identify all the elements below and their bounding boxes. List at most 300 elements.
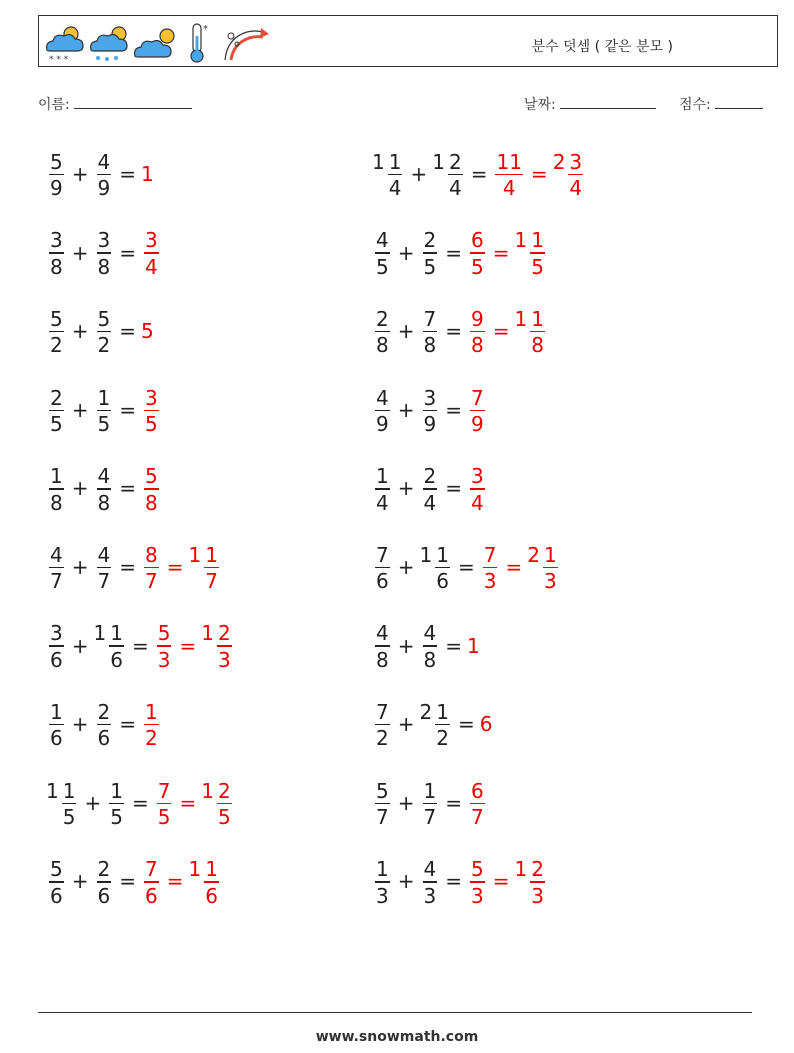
fraction	[49, 699, 64, 751]
number-term	[527, 543, 560, 592]
numerator: 4	[376, 621, 389, 646]
fraction	[483, 542, 498, 594]
number-term	[372, 857, 393, 906]
problem-item	[46, 458, 162, 518]
whole-number: 1	[372, 149, 385, 174]
number-term	[420, 386, 441, 435]
fraction	[204, 859, 219, 906]
fraction	[423, 778, 438, 830]
name-label: 이름:	[38, 97, 70, 113]
denominator: 9	[97, 176, 111, 201]
equals-sign: =	[530, 162, 548, 186]
denominator: 7	[471, 805, 484, 830]
equals-sign: =	[119, 240, 136, 265]
denominator: 7	[50, 569, 63, 594]
number-term	[46, 700, 67, 749]
numerator: 2	[376, 306, 389, 331]
numerator: 3	[97, 228, 111, 253]
denominator: 3	[543, 569, 557, 594]
denominator: 7	[205, 569, 218, 594]
denominator: 4	[376, 490, 389, 515]
number-term	[189, 543, 222, 592]
denominator: 5	[217, 805, 231, 830]
number-term	[420, 307, 441, 356]
score-label: 점수:	[679, 97, 711, 113]
number-term	[46, 228, 67, 277]
fraction	[144, 385, 159, 437]
equals-sign: =	[166, 869, 184, 894]
fraction	[97, 466, 112, 513]
number-term	[141, 464, 162, 513]
number-term	[46, 779, 79, 828]
numerator: 4	[97, 149, 111, 174]
numerator: 1	[110, 778, 123, 803]
plus-sign: +	[71, 555, 89, 579]
fraction	[49, 385, 64, 437]
numerator: 1	[543, 542, 557, 567]
fraction	[470, 385, 485, 437]
numerator: 1	[376, 857, 389, 882]
fraction	[568, 149, 583, 201]
number-term	[94, 700, 115, 749]
number-term	[372, 307, 393, 356]
problem-item	[46, 223, 162, 283]
problem-item	[46, 694, 162, 754]
fraction	[375, 466, 390, 513]
integer: 1	[141, 162, 154, 186]
denominator: 9	[376, 412, 389, 437]
denominator: 8	[423, 647, 437, 672]
numerator: 2	[217, 621, 231, 646]
denominator: 7	[145, 569, 158, 594]
number-term	[492, 150, 525, 199]
numerator: 5	[157, 621, 171, 646]
problem-item	[372, 773, 488, 833]
number-term	[46, 307, 67, 356]
equals-sign: =	[119, 397, 136, 422]
numerator: 3	[50, 228, 63, 253]
fraction	[470, 778, 485, 830]
fraction	[49, 306, 64, 358]
denominator: 8	[423, 333, 437, 358]
number-term	[141, 700, 162, 749]
denominator: 6	[205, 883, 218, 908]
numerator: 3	[471, 464, 484, 489]
answer	[467, 386, 488, 435]
fraction	[49, 466, 64, 513]
number-term	[201, 779, 234, 828]
fraction	[49, 542, 64, 594]
fraction	[423, 623, 438, 670]
fraction	[435, 542, 450, 594]
fraction	[109, 778, 124, 830]
numerator: 1	[376, 464, 389, 489]
number-term	[141, 319, 154, 343]
equals-sign: =	[179, 790, 197, 815]
numerator: 2	[423, 464, 437, 489]
number-term	[372, 621, 393, 670]
number-term	[553, 150, 586, 199]
whole-number: 1	[201, 778, 214, 803]
number-term	[94, 307, 115, 356]
fraction	[49, 859, 64, 906]
numerator: 3	[145, 228, 158, 253]
whole-number: 2	[552, 149, 566, 174]
denominator: 3	[157, 647, 171, 672]
plus-sign: +	[71, 319, 89, 344]
numerator: 7	[471, 385, 484, 410]
plus-sign: +	[410, 162, 428, 186]
number-term	[201, 621, 234, 670]
problem-item	[46, 144, 154, 204]
number-term	[141, 228, 162, 277]
numerator: 3	[145, 385, 158, 410]
denominator: 5	[145, 412, 158, 437]
equals-sign: =	[457, 555, 475, 579]
svg-text:* * *: * * *	[49, 55, 69, 64]
equals-sign: =	[119, 319, 136, 344]
fraction	[435, 699, 450, 751]
whole-number: 1	[93, 621, 107, 646]
equals-sign: =	[457, 712, 475, 737]
denominator: 5	[50, 412, 63, 437]
problem-item	[372, 458, 488, 518]
fraction	[375, 385, 390, 437]
plus-sign: +	[71, 712, 89, 737]
problem-item	[46, 851, 222, 911]
denominator: 3	[483, 569, 497, 594]
problem-item	[372, 537, 561, 597]
equals-sign: =	[445, 319, 462, 344]
numerator: 1	[388, 149, 402, 174]
number-term	[372, 464, 393, 513]
number-term	[46, 464, 67, 513]
problem-item	[372, 301, 548, 361]
problem-item	[372, 144, 586, 204]
denominator: 9	[50, 176, 63, 201]
answer	[141, 162, 154, 186]
numerator: 1	[50, 699, 63, 724]
fraction	[217, 778, 232, 830]
denominator: 6	[97, 883, 111, 908]
number-term	[372, 386, 393, 435]
plus-sign: +	[397, 633, 415, 658]
numerator: 2	[423, 228, 437, 253]
equals-sign: =	[445, 476, 462, 501]
fraction	[144, 542, 159, 594]
equals-sign: =	[119, 555, 136, 579]
numerator: 1	[110, 621, 123, 646]
numerator: 1	[436, 542, 449, 567]
answer	[141, 319, 154, 343]
equals-sign: =	[470, 162, 488, 186]
weather-icons	[41, 20, 271, 64]
number-term	[141, 857, 162, 906]
number-term	[420, 228, 441, 277]
number-term	[515, 307, 548, 356]
numerator: 7	[157, 778, 171, 803]
number-term	[467, 857, 488, 906]
plus-sign: +	[397, 397, 415, 422]
number-term	[141, 543, 162, 592]
fraction	[109, 623, 124, 670]
whole-number: 1	[46, 778, 59, 803]
equals-sign: =	[492, 869, 510, 894]
number-term	[46, 150, 67, 199]
denominator: 4	[471, 490, 484, 515]
fraction	[217, 623, 232, 670]
cloud-rain-icon	[91, 27, 127, 61]
problem-item	[46, 537, 222, 597]
number-term	[154, 779, 175, 828]
problem-item	[372, 851, 548, 911]
answer	[467, 228, 548, 277]
fraction	[97, 306, 112, 358]
number-term	[154, 621, 175, 670]
number-term	[420, 857, 441, 906]
number-term	[141, 162, 154, 186]
equals-sign: =	[445, 633, 462, 658]
denominator: 9	[423, 412, 437, 437]
denominator: 9	[471, 412, 484, 437]
plus-sign: +	[397, 319, 415, 344]
integer: 6	[479, 712, 493, 737]
equals-sign: =	[445, 397, 462, 422]
problem-item	[46, 380, 162, 440]
fraction	[375, 859, 390, 906]
number-term	[372, 228, 393, 277]
denominator: 7	[423, 805, 437, 830]
fraction	[448, 149, 463, 201]
numerator: 4	[97, 542, 111, 567]
numerator: 11	[496, 149, 522, 174]
fraction	[97, 385, 112, 437]
answer	[467, 634, 480, 658]
equals-sign: =	[492, 240, 510, 265]
numerator: 4	[376, 385, 389, 410]
answer	[480, 543, 561, 592]
number-term	[94, 621, 127, 670]
numerator: 1	[205, 542, 218, 567]
fraction	[423, 385, 438, 437]
denominator: 3	[423, 883, 437, 908]
name-field	[38, 94, 192, 114]
number-term	[480, 543, 501, 592]
plus-sign: +	[71, 397, 89, 422]
number-term	[94, 150, 115, 199]
whole-number: 1	[514, 228, 528, 253]
number-term	[372, 700, 393, 749]
whole-number: 2	[419, 699, 433, 724]
numerator: 1	[531, 306, 544, 331]
footer-url: www.snowmath.com	[315, 1029, 479, 1045]
numerator: 1	[423, 778, 437, 803]
fraction	[495, 149, 522, 201]
numerator: 1	[205, 857, 218, 882]
equals-sign: =	[166, 555, 184, 579]
number-term	[46, 621, 67, 670]
plus-sign: +	[71, 240, 89, 265]
plus-sign: +	[397, 712, 415, 737]
equals-sign: =	[131, 633, 149, 658]
answer	[154, 779, 235, 828]
score-field	[679, 94, 763, 114]
plus-sign: +	[71, 476, 89, 501]
fraction	[470, 306, 485, 358]
equals-sign: =	[179, 633, 197, 658]
numerator: 5	[376, 778, 389, 803]
denominator: 8	[145, 490, 158, 515]
number-term	[94, 386, 115, 435]
number-term	[467, 386, 488, 435]
whole-number: 1	[201, 621, 214, 646]
fraction	[423, 230, 438, 277]
answer	[154, 621, 235, 670]
numerator: 6	[471, 228, 484, 253]
numerator: 4	[50, 542, 63, 567]
whole-number: 1	[188, 542, 202, 567]
numerator: 3	[50, 621, 63, 646]
number-term	[420, 779, 441, 828]
numerator: 1	[50, 464, 63, 489]
equals-sign: =	[119, 712, 136, 737]
number-term	[106, 779, 127, 828]
whole-number: 1	[514, 857, 528, 882]
equals-sign: =	[119, 476, 136, 501]
answer	[141, 700, 162, 749]
denominator: 2	[436, 726, 449, 751]
number-term	[94, 857, 115, 906]
denominator: 2	[145, 726, 158, 751]
number-term	[372, 150, 405, 199]
plus-sign: +	[71, 869, 89, 894]
number-term	[480, 712, 493, 736]
numerator: 5	[97, 306, 111, 331]
number-term	[189, 857, 222, 906]
fraction	[423, 466, 438, 513]
fraction	[49, 149, 64, 201]
denominator: 7	[376, 805, 389, 830]
problem-item	[372, 380, 488, 440]
plus-sign: +	[397, 790, 415, 815]
plus-sign: +	[84, 790, 102, 815]
answer	[467, 307, 548, 356]
numerator: 1	[62, 778, 76, 803]
cloud-sun-icon	[135, 29, 174, 57]
numerator: 5	[145, 464, 158, 489]
fraction	[470, 859, 485, 906]
number-term	[372, 779, 393, 828]
whole-number: 1	[514, 306, 528, 331]
fraction	[375, 623, 390, 670]
numerator: 2	[97, 857, 111, 882]
fraction	[530, 230, 545, 277]
denominator: 3	[376, 883, 389, 908]
denominator: 6	[145, 883, 158, 908]
denominator: 6	[50, 647, 63, 672]
numerator: 2	[531, 857, 544, 882]
number-term	[46, 857, 67, 906]
answer	[141, 386, 162, 435]
equals-sign: =	[119, 869, 136, 894]
number-term	[94, 228, 115, 277]
denominator: 5	[157, 805, 171, 830]
fraction	[388, 149, 403, 201]
fraction	[423, 859, 438, 906]
plus-sign: +	[397, 240, 415, 265]
footer-divider	[38, 1012, 752, 1013]
numerator: 1	[531, 228, 544, 253]
answer	[467, 464, 488, 513]
name-line	[74, 94, 192, 109]
answer	[492, 150, 586, 199]
fraction	[530, 306, 545, 358]
worksheet-header	[38, 15, 778, 67]
problem-item	[372, 616, 480, 676]
fraction	[204, 542, 219, 594]
number-term	[46, 543, 67, 592]
whole-number: 1	[188, 857, 202, 882]
fraction	[157, 623, 172, 670]
number-term	[420, 621, 441, 670]
numerator: 3	[569, 149, 583, 174]
denominator: 8	[376, 333, 389, 358]
fraction	[144, 859, 159, 906]
number-term	[94, 543, 115, 592]
denominator: 4	[423, 490, 437, 515]
fraction	[97, 699, 112, 751]
number-term	[420, 543, 453, 592]
denominator: 6	[110, 647, 123, 672]
plus-sign: +	[71, 633, 89, 658]
number-term	[467, 228, 488, 277]
denominator: 6	[50, 883, 63, 908]
number-term	[467, 634, 480, 658]
whole-number: 2	[527, 542, 540, 567]
fraction	[470, 466, 485, 513]
denominator: 8	[376, 647, 389, 672]
number-term	[141, 386, 162, 435]
numerator: 7	[483, 542, 497, 567]
number-term	[94, 464, 115, 513]
numerator: 2	[217, 778, 231, 803]
fraction	[530, 859, 545, 906]
denominator: 5	[62, 805, 76, 830]
date-line	[560, 94, 656, 109]
number-term	[515, 857, 548, 906]
equals-sign: =	[445, 240, 462, 265]
numerator: 9	[471, 306, 484, 331]
fraction	[375, 230, 390, 277]
denominator: 6	[97, 726, 111, 751]
whole-number: 1	[419, 542, 433, 567]
denominator: 8	[531, 333, 544, 358]
denominator: 8	[50, 254, 63, 279]
numerator: 2	[50, 385, 63, 410]
denominator: 4	[448, 176, 462, 201]
denominator: 4	[388, 176, 402, 201]
equals-sign: =	[119, 162, 136, 186]
fraction	[97, 542, 112, 594]
problem-item	[46, 773, 235, 833]
score-line	[715, 94, 763, 109]
numerator: 1	[97, 385, 111, 410]
answer	[467, 779, 488, 828]
denominator: 5	[97, 412, 111, 437]
fraction	[144, 699, 159, 751]
number-term	[467, 779, 488, 828]
numerator: 7	[145, 857, 158, 882]
